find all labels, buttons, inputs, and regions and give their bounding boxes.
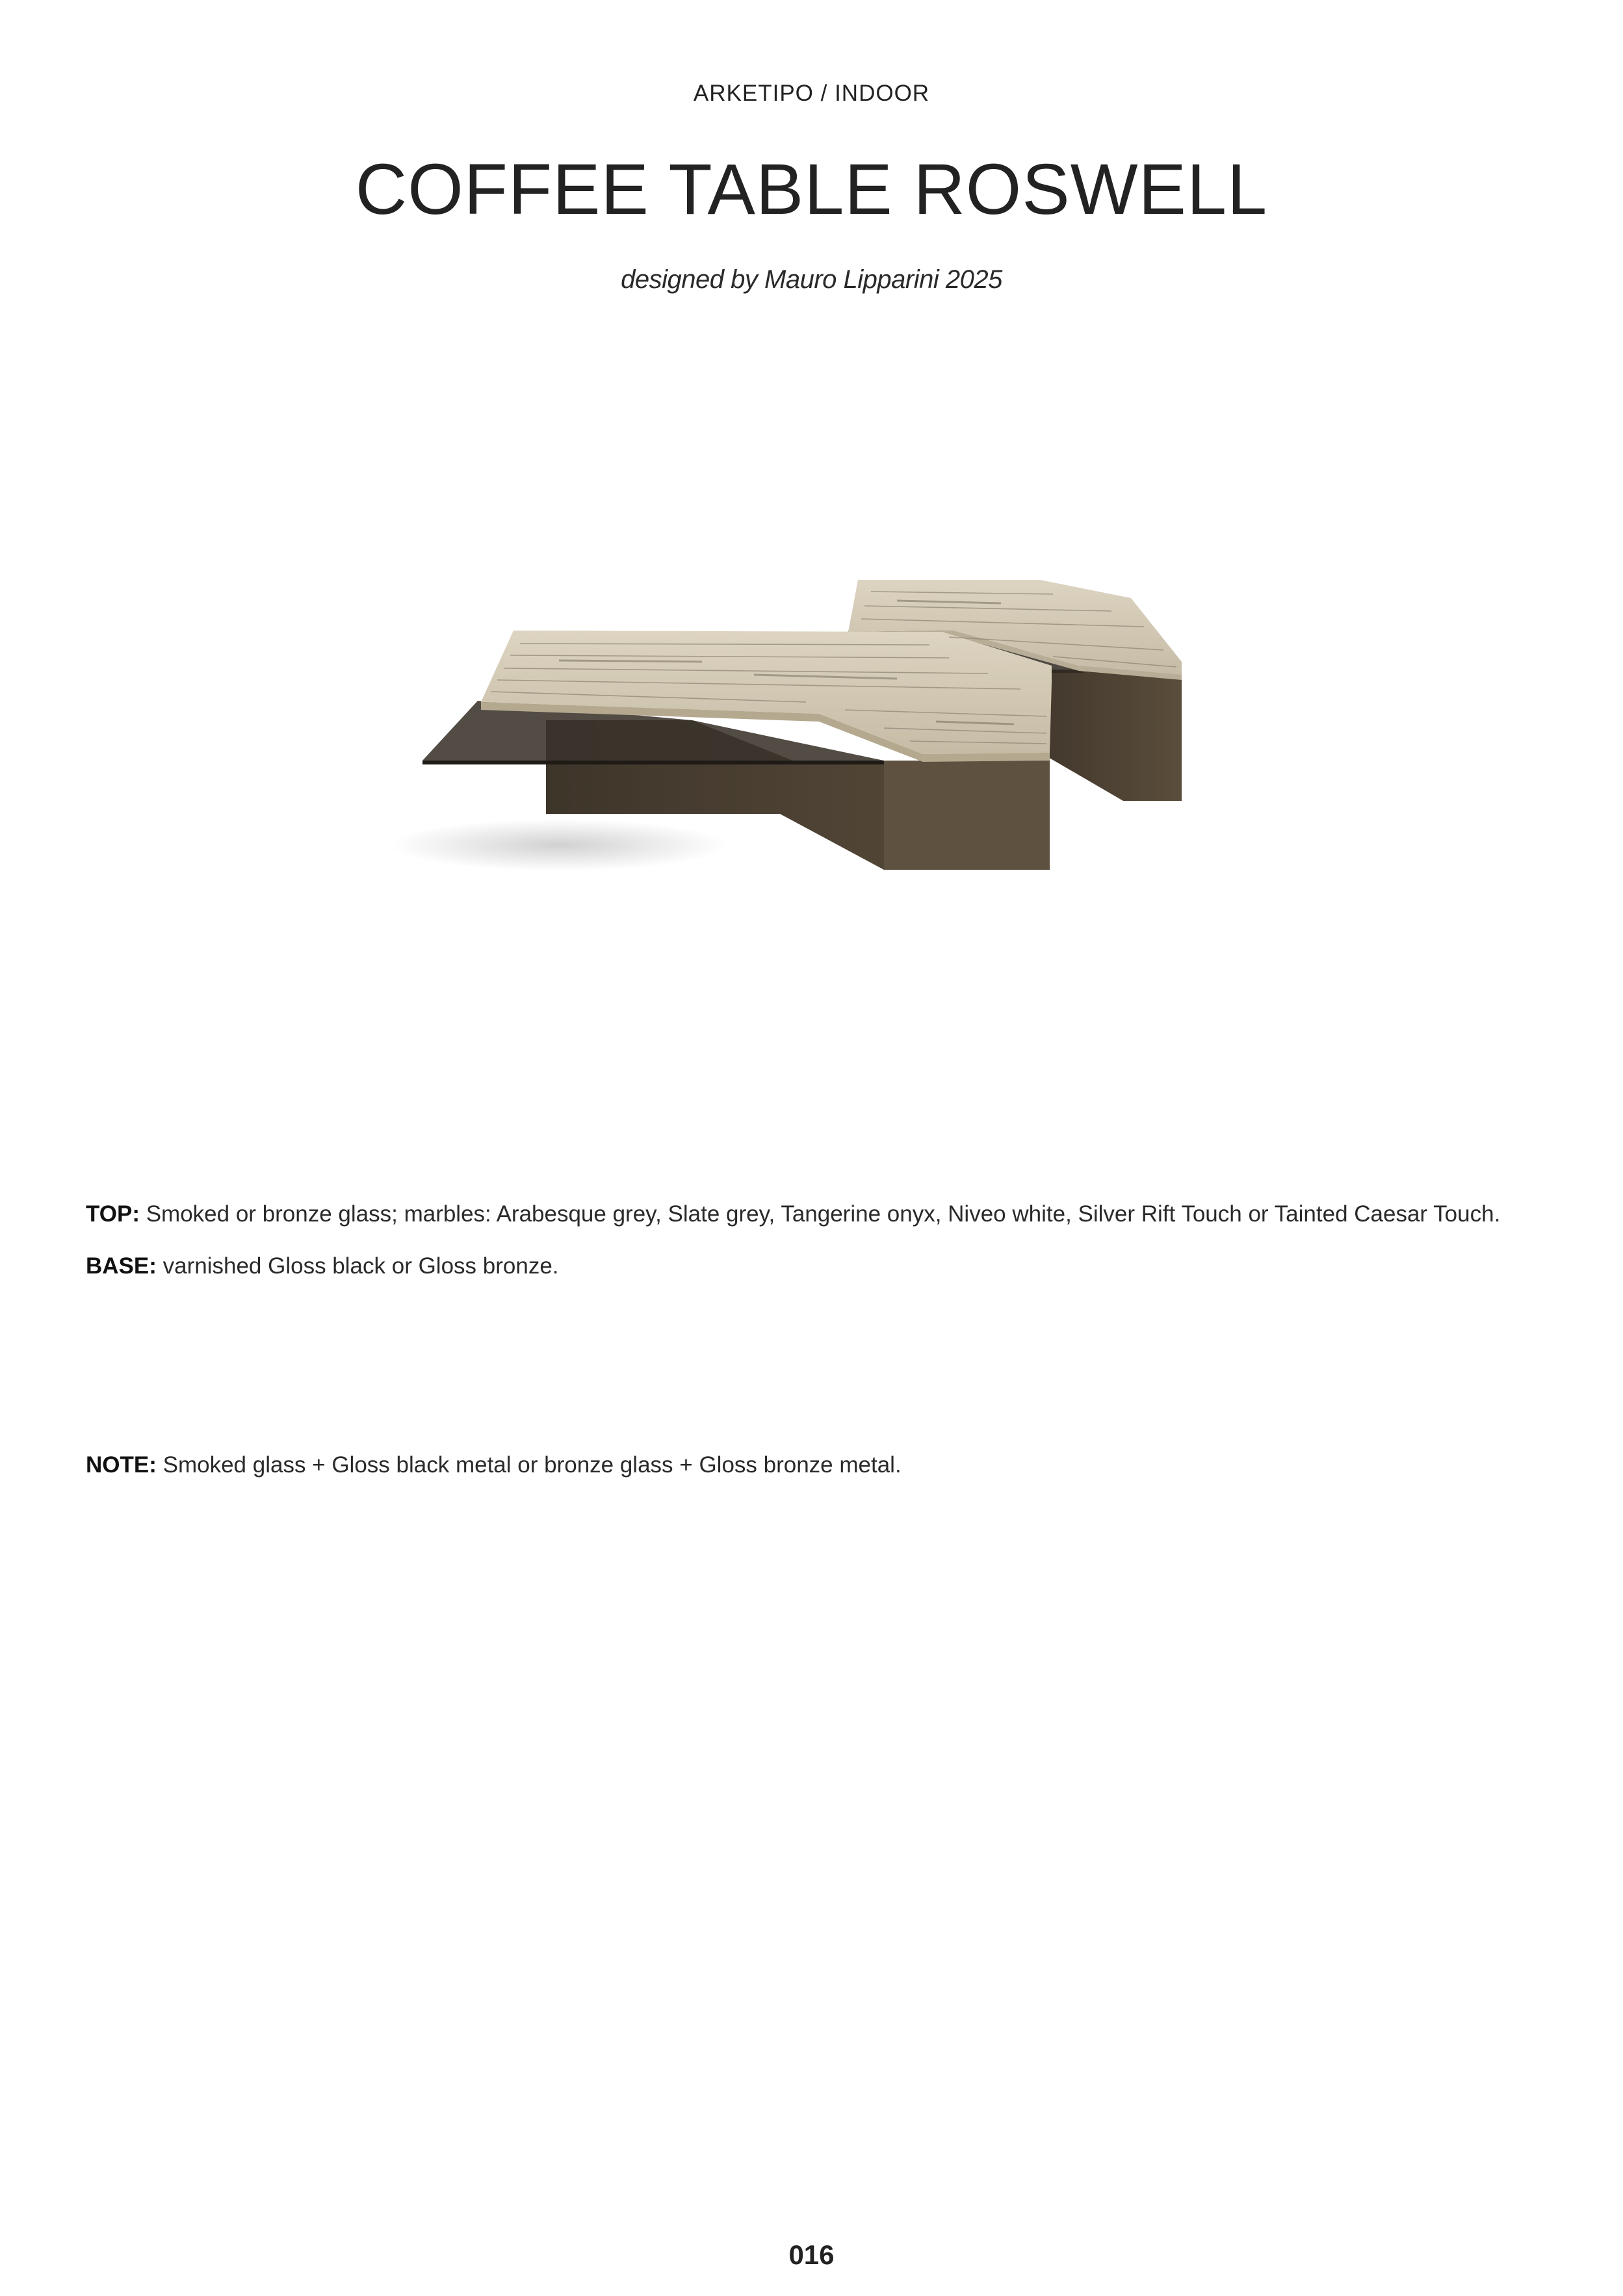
top-label: TOP: — [86, 1201, 140, 1227]
base-spec — [86, 1240, 1535, 1292]
top-text: Smoked or bronze glass; marbles: Arabesque grey, Slate grey, Tangerine onyx, Niveo white, Silver Rift Touch or Tainted Caesar Touch. — [139, 1201, 1501, 1227]
note-label: NOTE: — [86, 1452, 157, 1478]
smoked-glass-edge — [422, 761, 884, 764]
page-title: COFFEE TABLE ROSWELL — [355, 150, 1268, 229]
note-text: Smoked glass + Gloss black metal or bronze glass + Gloss bronze metal. — [156, 1452, 902, 1478]
front-base-side — [884, 761, 1050, 870]
breadcrumb: ARKETIPO / INDOOR — [693, 81, 930, 106]
top-spec — [86, 1188, 1535, 1240]
base-label: BASE: — [86, 1253, 157, 1279]
page-number: 016 — [788, 2239, 835, 2270]
note — [86, 1448, 1535, 1482]
specifications — [86, 1188, 1535, 1292]
base-text: varnished Gloss black or Gloss bronze. — [156, 1253, 559, 1279]
floor-shadow — [390, 819, 728, 871]
designer-credit: designed by Mauro Lipparini 2025 — [621, 265, 1002, 294]
coffee-table-illustration — [364, 546, 1196, 884]
